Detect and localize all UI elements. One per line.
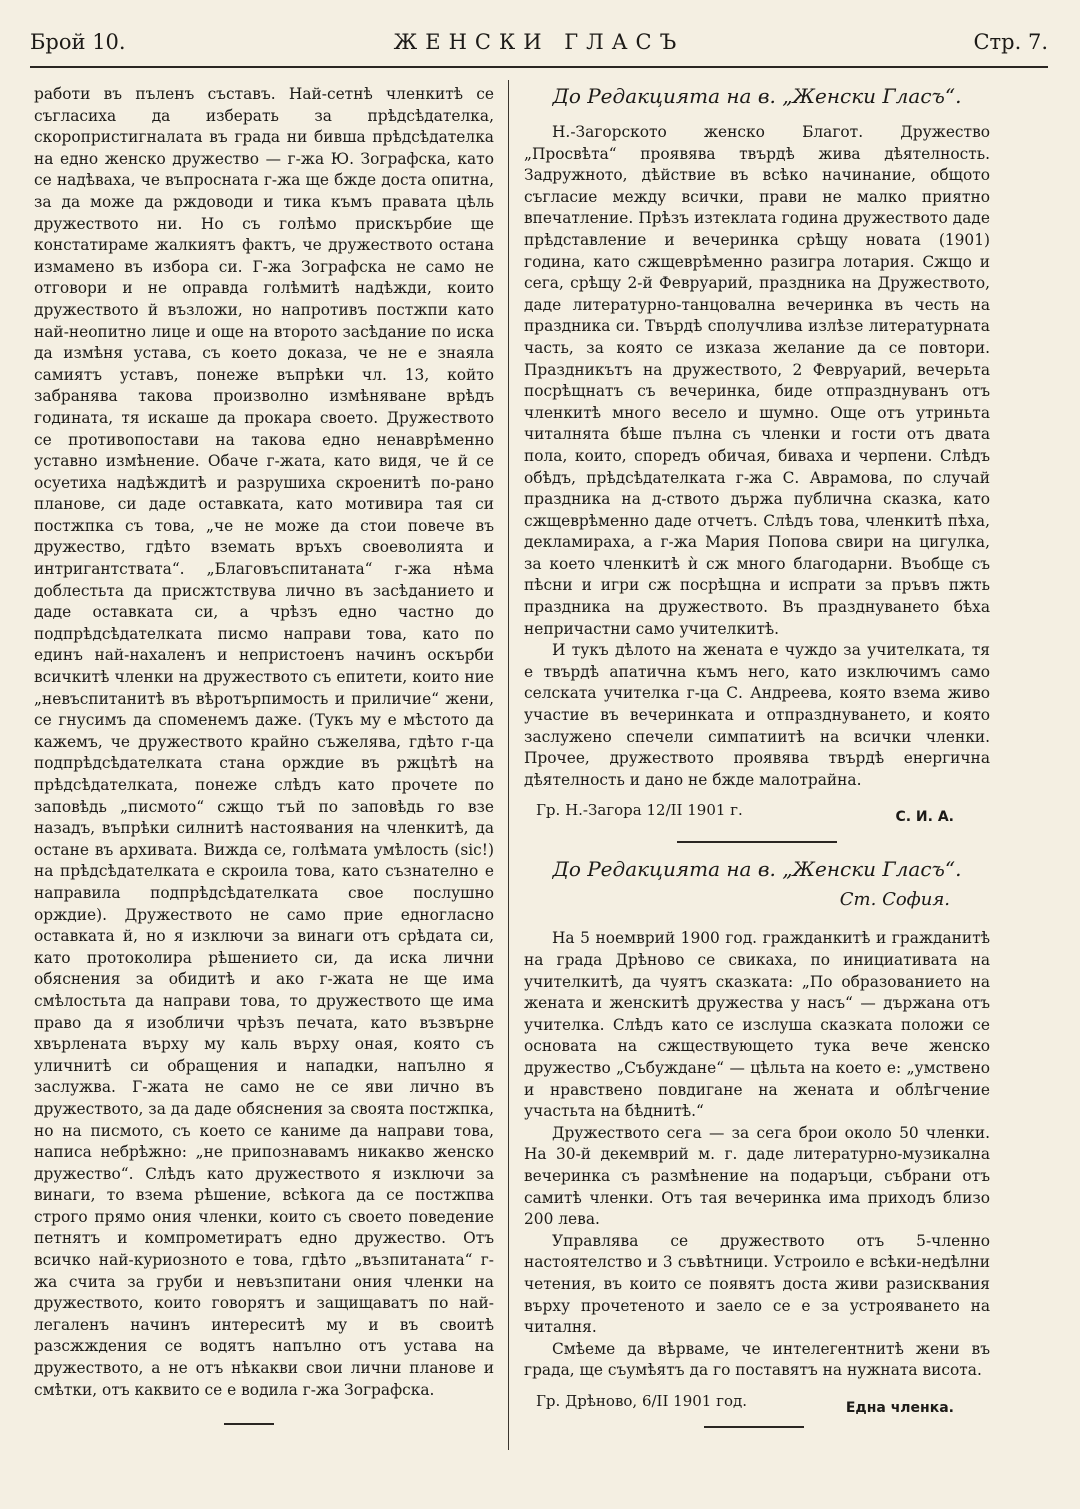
article-drenovo [524, 857, 990, 1427]
page-header [30, 26, 1048, 68]
issue-number: Брой 10. [30, 30, 126, 54]
article2-signature-row [524, 1392, 990, 1422]
left-column-text: работи въ пъленъ съставъ. Най-сетнѣ членкитѣ се съгласиха да изберать за прѣдсѣдателка, скоропристигналата въ града ни бивша прѣдсѣдателка на едно женско дружество — г-жа Ю. Зографска, като се надѣваха, че въпросната г-жа ще бжде доста опитна, за да може да рждоводи и тика къмъ правата цѣль дружеството ни. Но съ голѣмо прискърбие ще констатираме жалкиятъ фактъ, че дружеството остана измамено въ избора си. Г-жа Зографска не само не отговори и не оправда голѣмитѣ надѣжди, които дружеството й възложи, но напротивъ постжпи като най-неопитно лице и още на второто засѣдание по иска да измѣня устава, съ което доказа, че не е знаяла самиятъ уставъ, понеже въпрѣки чл. 13, който забранява такова произволно измѣняване врѣдъ годината, тя искаше да прокара своето. Дружеството се противопостави на такова едно ненаврѣменно уставно измѣнение. Обаче г-жата, като видя, че й се осуетиха надѣждитѣ и разрушиха скроенитѣ по-рано плановe, си даде оставката, като мотивира тая си постжпка съ това, „че не може да стои повече въ дружество, гдѣто вземать връхъ своеволията и интригантствата“. „Благовъспитаната“ г-жа нѣма доблестьта да присжтствува лично въ засѣданието и даде оставката си, а чрѣзъ едно частно до подпрѣдсѣдателката писмо направи това, като по единъ най-нахаленъ и непристоенъ начинъ оскърби всичкитѣ членки на дружеството съ епитети, които ние „невъспитанитѣ въ вѣротърпимость и приличие“ жени, се гнусимъ да споменемъ даже. (Тукъ му е мѣстото да кажемъ, че дружеството крайно съжелява, гдѣто г-ца подпрѣдсѣдателката стана орждие въ ржцѣтѣ на прѣдсѣдателката, понеже слѣдъ като прочете по заповѣдь „писмото“ сжщо тъй по заповѣдь го взе назадъ, въпрѣки силнитѣ настоявания на членкитѣ, да остане въ архивата. Вижда се, голѣмата умѣлость (sic!) на прѣдсѣдателката е скроила това, като съзнателно е направила подпрѣдсѣдателката свое послушно орждие). Дружеството не само прие едногласно оставката й, но я изключи за винаги отъ срѣдата си, като протоколира рѣшението си, да иска лични обяснения за обидитѣ и ако г-жата не ще има смѣлостьта да направи това, то дружеството ще има право да я изобличи чрѣзъ печата, като възвърне хвърлената върху му каль върху оная, която съ уличнитѣ си обращения и нападки, напълно я заслужва. Г-жата не само не се яви лично въ дружеството, за да даде обяснения за своята постжпка, но на писмото, съ което се каниме да направи това, написа небрѣжно: „не припознавамъ никакво женско дружество“. Слѣдъ като дружеството я изключи за винаги, то взема рѣшение, всѣкога да се постжпва строго прямо ония членки, които съ своето поведение петнятъ и компрометиратъ едно дружество. Отъ всичко най-куриозното е това, гдѣто „възпитаната“ г-жа счита за груби и невъзпитани ония членки на дружеството, които говорятъ и защищаватъ по най-легаленъ начинъ интереситѣ му и въ своитѣ разсжждения се водятъ напълно отъ устава на дружеството, а не отъ нѣкакви свои лични планове и смѣтки, отъ каквито се е водила г-жа Зографска. [34, 85, 494, 1399]
left-end-rule [224, 1423, 274, 1425]
article-nova-zagora [524, 84, 990, 831]
article2-signature: Една членка. [845, 1399, 954, 1416]
left-column [34, 84, 494, 1425]
article1-place-date: Гр. Н.-Загора 12/II 1901 г. [536, 801, 743, 820]
article2-paragraph: Управлява се дружеството отъ 5-членно настоятелство и 3 съвѣтници. Устроило е всѣки-недѣлни четения, въ които се появятъ доста живи разисквания върху прочетеното и заело се е за устрояването на читалня. [524, 1231, 990, 1337]
article1-signature-row [524, 801, 990, 831]
article2-heading: До Редакцията на в. „Женски Гласъ“. [552, 857, 962, 882]
article2-subheading: Ст. София. [839, 889, 950, 911]
page-number: Стр. 7. [973, 30, 1048, 54]
article-separator [677, 841, 837, 843]
newspaper-title: ЖЕНСКИ ГЛАСЪ [393, 30, 685, 54]
article2-paragraph: Дружеството сега — за сега брои около 50 членки. На 30-й декемврий м. г. даде литературно-музикална вечеринка съ размѣнение на подаръци, събрани отъ самитѣ членки. Отъ тая вечеринка има приходъ близо 200 лева. [524, 1123, 990, 1229]
article1-signature: С. И. А. [895, 809, 954, 826]
article2-end-rule [704, 1426, 804, 1428]
column-divider [508, 80, 509, 1450]
article2-paragraph: Смѣеме да вѣрваме, че интелегентнитѣ жени въ града, ще съумѣятъ да го поставятъ на нужната висота. [524, 1339, 990, 1380]
right-column [524, 84, 990, 1428]
article1-heading: До Редакцията на в. „Женски Гласъ“. [552, 84, 962, 108]
article1-paragraph: И тукъ дѣлото на жената е чуждо за учителката, тя е твърдѣ апатична къмъ него, като изключимъ само селската учителка г-ца С. Андреева, която взема живо участие въ вечеринката и отпразднуването, и която заслужено спечели симпатиитѣ на всички членки. Прочее, дружеството проявява твърдѣ енергична дѣятелность и дано не бжде малотрайна. [524, 641, 990, 789]
article2-paragraph: На 5 ноемврий 1900 год. гражданкитѣ и гражданитѣ на града Дрѣново се свикаха, по инициативата на учителкитѣ, да чуятъ сказката: „По образованието на жената и женскитѣ дружества у насъ“ — държана отъ учителка. Слѣдъ като се изслуша сказката положи се основата на сжществующето тука вече женско дружество „Събуждане“ — цѣльта на което е: „умствено и нравствено повдигане на жената и облѣгчение участьта на бѣднитѣ.“ [524, 929, 990, 1121]
article1-paragraph: Н.-Загорското женско Благот. Дружество „Просвѣта“ проявява твърдѣ жива дѣятелность. Задружното, дѣйствие въ всѣко начинание, общото съгласие между всички, прави не малко приятно впечатление. Прѣзъ изтеклата година дружеството даде прѣдставление и вечеринка срѣщу новата (1901) година, като сжщеврѣменно разигра лотария. Сжщо и сега, срѣщу 2-й Февруарий, праздника на Дружеството, даде литературно-танцовална вечеринка въ честь на праздника си. Твърдѣ сполучлива излѣзе литературната часть, за която се изказа желание да се повтори. Праздникътъ на дружеството, 2 Февруарий, вечерьта посрѣщнатъ съ вечеринка, биде отпразднуванъ отъ членкитѣ много весело и шумно. Още отъ утриньта читалнята бѣше пълна съ членки и гости отъ двата пола, които, споредъ обичая, биваха и черпени. Слѣдъ обѣдъ, прѣдсѣдателката г-жа С. Аврамова, по случай праздника на д-ството държа публична сказка, като сжщеврѣменно даде отчетъ. Слѣдъ това, членкитѣ пѣха, декламираха, а г-жа Мария Попова свири на цигулка, за което членкитѣ ѝ сж много благодарни. Въобще съ пѣсни и игри сж посрѣщна и испрати за пръвъ пжть праздника на дружеството. Въ празднуването бѣха непричастни само учителкитѣ. [524, 123, 990, 638]
article2-place-date: Гр. Дрѣново, 6/II 1901 год. [536, 1391, 748, 1410]
